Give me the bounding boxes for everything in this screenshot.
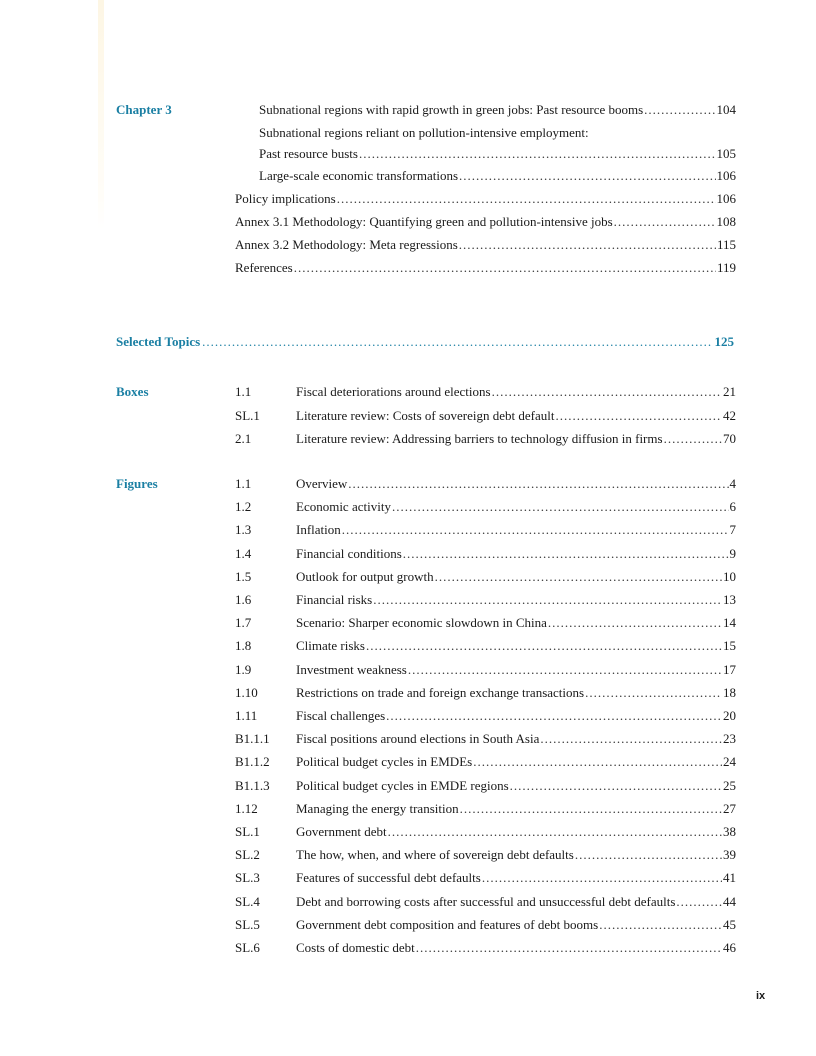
- dot-leader: [676, 894, 722, 910]
- list-item[interactable]: [296, 522, 736, 538]
- list-item-number: SL.6: [235, 940, 260, 955]
- dot-leader: [403, 546, 729, 562]
- margin-accent-strip: [98, 0, 104, 230]
- toc-entry-page: 108: [716, 214, 736, 229]
- selected-topics-page: 125: [714, 334, 734, 349]
- dot-leader: [342, 522, 729, 538]
- list-item[interactable]: [296, 754, 736, 770]
- list-item-page: 44: [723, 893, 736, 909]
- list-item-page: 42: [723, 407, 736, 423]
- list-item-title: Fiscal challenges: [296, 708, 386, 723]
- toc-entry-page: 104: [716, 102, 736, 117]
- dot-leader: [585, 685, 722, 701]
- list-item-title: Political budget cycles in EMDEs: [296, 754, 473, 770]
- list-item[interactable]: [296, 940, 736, 956]
- toc-entry-title: Large-scale economic transformations: [259, 168, 459, 183]
- list-item-page: 6: [729, 499, 736, 515]
- dot-leader: [492, 384, 722, 400]
- list-item-title: Financial risks: [296, 592, 373, 607]
- list-item[interactable]: [296, 499, 736, 515]
- list-item-page: 24: [723, 754, 736, 770]
- list-item-number: 1.1: [235, 384, 252, 399]
- list-item[interactable]: [296, 917, 736, 933]
- list-item[interactable]: [296, 384, 736, 400]
- list-item-title: The how, when, and where of sovereign debt defaults: [296, 847, 574, 863]
- list-item-page: 15: [723, 638, 736, 654]
- dot-leader: [366, 638, 722, 654]
- list-item-title: Literature review: Costs of sovereign debt default: [296, 407, 555, 423]
- dot-leader: [294, 260, 716, 276]
- dot-leader: [459, 237, 716, 253]
- list-item-number: B1.1.1: [235, 731, 270, 747]
- selected-topics-entry[interactable]: [116, 334, 734, 350]
- list-item-title: Government debt: [296, 824, 387, 839]
- list-item-number: B1.1.3: [235, 777, 270, 793]
- list-item[interactable]: [296, 894, 736, 910]
- list-item-page: 14: [723, 615, 736, 631]
- list-item[interactable]: [296, 638, 736, 654]
- list-item-page: 39: [723, 847, 736, 863]
- list-item-title: Overview: [296, 476, 348, 491]
- list-item-title: Costs of domestic debt: [296, 940, 415, 955]
- list-item[interactable]: [296, 546, 736, 562]
- dot-leader: [599, 917, 722, 933]
- list-item-number: SL.1: [235, 824, 260, 839]
- toc-entry-page: 105: [716, 146, 736, 161]
- dot-leader: [548, 615, 722, 631]
- list-item-page: 70: [723, 431, 736, 446]
- list-item-number: 1.9: [235, 661, 252, 677]
- selected-topics-label: Selected Topics: [116, 334, 201, 349]
- list-item-number: SL.5: [235, 916, 260, 932]
- list-item-number: SL.4: [235, 893, 260, 909]
- list-item-page: 38: [723, 824, 736, 839]
- page-number: ix: [756, 990, 766, 1002]
- list-item-title: Managing the energy transition: [296, 800, 459, 816]
- list-item-title: Fiscal positions around elections in South Asia: [296, 731, 540, 747]
- list-item-number: 1.1: [235, 476, 252, 491]
- list-item[interactable]: [296, 778, 736, 794]
- dot-leader: [644, 102, 715, 118]
- list-item-title: Political budget cycles in EMDE regions: [296, 777, 509, 793]
- list-item[interactable]: [296, 824, 736, 840]
- dot-leader: [337, 191, 716, 207]
- list-item-page: 45: [723, 916, 736, 932]
- dot-leader: [614, 214, 716, 230]
- list-item-number: 1.12: [235, 800, 258, 816]
- list-item-title: Investment weakness: [296, 661, 407, 677]
- list-item-title: Climate risks: [296, 638, 365, 654]
- list-item-page: 20: [723, 708, 736, 723]
- dot-leader: [373, 592, 722, 608]
- list-item-title: Restrictions on trade and foreign exchange transactions: [296, 684, 585, 700]
- list-item-title: Government debt composition and features of debt booms: [296, 916, 599, 932]
- list-item[interactable]: [296, 592, 736, 608]
- list-item-number: 1.10: [235, 684, 258, 700]
- list-item-page: 7: [729, 522, 736, 538]
- list-item[interactable]: [296, 662, 736, 678]
- dot-leader: [555, 408, 722, 424]
- dot-leader: [473, 754, 722, 770]
- list-item-page: 4: [729, 476, 736, 491]
- list-item-number: 1.6: [235, 592, 252, 607]
- dot-leader: [664, 431, 722, 447]
- list-item[interactable]: [296, 685, 736, 701]
- list-item[interactable]: [296, 870, 736, 886]
- toc-entry[interactable]: [235, 237, 736, 253]
- toc-entry-title: Annex 3.2 Methodology: Meta regressions: [235, 237, 458, 252]
- dot-leader: [575, 847, 722, 863]
- toc-entry-title: Policy implications: [235, 191, 336, 206]
- list-item-title: Financial conditions: [296, 545, 402, 561]
- toc-entry-page: 106: [716, 191, 736, 206]
- dot-leader: [348, 476, 728, 492]
- toc-entry-title: Subnational regions reliant on pollution-intensive employment:: [259, 125, 589, 140]
- list-item-title: Inflation: [296, 522, 341, 538]
- dot-leader: [359, 146, 716, 162]
- chapter-3-label: Chapter 3: [116, 102, 172, 117]
- toc-entry[interactable]: [235, 191, 736, 207]
- list-item-number: 1.2: [235, 499, 252, 515]
- toc-entry-title: Annex 3.1 Methodology: Quantifying green and pollution-intensive jobs: [235, 214, 613, 229]
- toc-entry-page: 119: [716, 260, 736, 275]
- list-item-title: Literature review: Addressing barriers to technology diffusion in firms: [296, 431, 663, 446]
- list-item-page: 9: [729, 545, 736, 561]
- dot-leader: [459, 168, 715, 184]
- toc-entry[interactable]: [235, 214, 736, 230]
- list-item-title: Outlook for output growth: [296, 568, 434, 584]
- list-item[interactable]: [296, 615, 736, 631]
- toc-entry[interactable]: [259, 102, 736, 118]
- list-item-number: 2.1: [235, 431, 252, 446]
- figures-label: Figures: [116, 476, 158, 491]
- toc-entry-title: References: [235, 260, 293, 275]
- list-item-page: 23: [723, 731, 736, 747]
- list-item-page: 13: [723, 592, 736, 607]
- list-item-page: 46: [723, 940, 736, 955]
- list-item-number: B1.1.2: [235, 754, 270, 770]
- toc-entry[interactable]: [235, 260, 736, 276]
- list-item-page: 41: [723, 870, 736, 886]
- toc-entry-title: Subnational regions with rapid growth in green jobs: Past resource booms: [259, 102, 644, 117]
- toc-entry[interactable]: [259, 146, 736, 162]
- list-item-number: 1.11: [235, 708, 258, 723]
- list-item-title: Scenario: Sharper economic slowdown in China: [296, 615, 547, 631]
- list-item-title: Features of successful debt defaults: [296, 870, 481, 886]
- list-item[interactable]: [296, 476, 736, 492]
- list-item[interactable]: [296, 731, 736, 747]
- list-item-number: 1.3: [235, 522, 252, 538]
- list-item[interactable]: [296, 408, 736, 424]
- toc-entry-title: Past resource busts: [259, 146, 358, 161]
- list-item[interactable]: [296, 708, 736, 724]
- list-item-page: 17: [723, 661, 736, 677]
- dot-leader: [202, 334, 712, 350]
- toc-entry-page: 115: [716, 237, 736, 252]
- dot-leader: [386, 708, 722, 724]
- list-item-page: 27: [723, 800, 736, 816]
- dot-leader: [416, 940, 722, 956]
- toc-entry[interactable]: [259, 168, 736, 184]
- dot-leader: [408, 662, 722, 678]
- list-item[interactable]: [296, 801, 736, 817]
- list-item[interactable]: [296, 569, 736, 585]
- dot-leader: [435, 569, 722, 585]
- dot-leader: [460, 801, 722, 817]
- dot-leader: [482, 870, 722, 886]
- list-item-number: SL.1: [235, 407, 260, 423]
- dot-leader: [392, 499, 729, 515]
- dot-leader: [540, 731, 722, 747]
- list-item-number: 1.4: [235, 545, 252, 561]
- list-item-title: Fiscal deteriorations around elections: [296, 384, 491, 399]
- list-item-page: 18: [723, 684, 736, 700]
- list-item[interactable]: [296, 847, 736, 863]
- list-item-page: 25: [723, 777, 736, 793]
- dot-leader: [388, 824, 722, 840]
- list-item-number: 1.7: [235, 615, 252, 631]
- toc-entry-page: 106: [716, 168, 736, 183]
- list-item-page: 10: [723, 568, 736, 584]
- list-item-number: 1.8: [235, 638, 252, 654]
- boxes-label: Boxes: [116, 384, 149, 399]
- list-item-title: Economic activity: [296, 499, 391, 515]
- list-item[interactable]: [296, 431, 736, 447]
- list-item-page: 21: [723, 384, 736, 399]
- list-item-number: 1.5: [235, 568, 252, 584]
- list-item-title: Debt and borrowing costs after successful and unsuccessful debt defaults: [296, 893, 676, 909]
- dot-leader: [510, 778, 722, 794]
- list-item-number: SL.2: [235, 847, 260, 863]
- list-item-number: SL.3: [235, 870, 260, 886]
